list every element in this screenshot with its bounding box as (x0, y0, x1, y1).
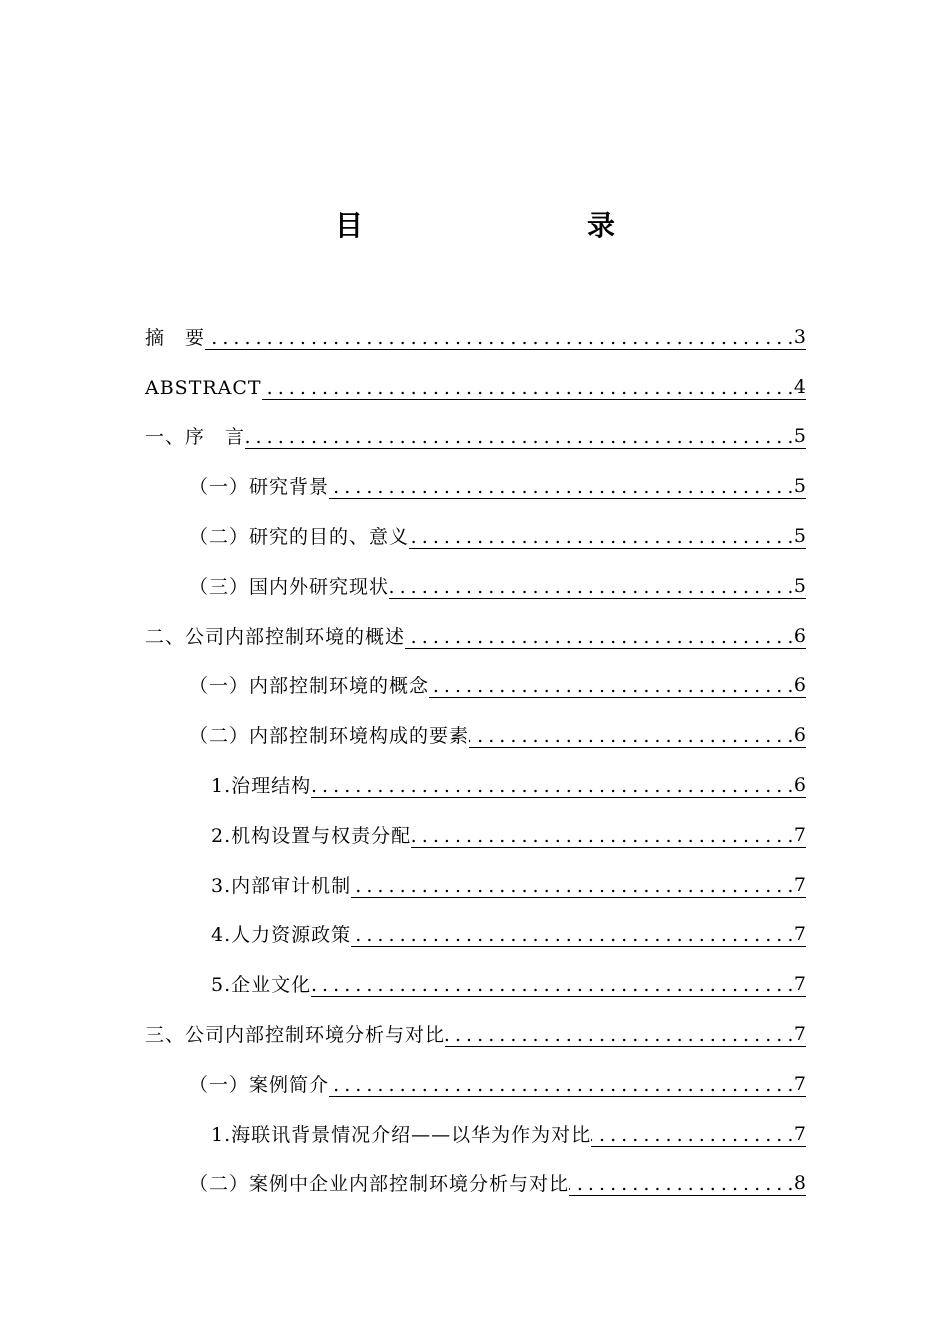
toc-entry[interactable] (145, 599, 806, 649)
toc-entry[interactable] (145, 1147, 806, 1197)
toc-entry-page: 6 (793, 674, 806, 697)
toc-entry[interactable] (145, 947, 806, 997)
toc-entry-page: 5 (793, 524, 806, 547)
toc-entry-page: 7 (793, 1022, 806, 1045)
dot-leader (205, 325, 793, 350)
dot-leader (409, 524, 793, 549)
toc-entry-label: （一）研究背景 (189, 476, 330, 499)
dot-leader (311, 972, 793, 997)
toc-entry-page: 6 (793, 624, 806, 647)
toc-entry-page: 6 (793, 724, 806, 747)
toc-entry[interactable] (145, 1097, 806, 1147)
page-title: 目 录 (334, 209, 671, 242)
toc-entry-label: （二）研究的目的、意义 (189, 525, 410, 548)
toc-entry-label: 1.治理结构 (211, 774, 312, 797)
toc-entry[interactable] (145, 400, 806, 450)
toc-entry[interactable] (145, 1047, 806, 1097)
toc-entry-label: 4.人力资源政策 (211, 924, 352, 947)
dot-leader (411, 823, 793, 848)
toc-entry[interactable] (145, 798, 806, 848)
toc-entry[interactable] (145, 649, 806, 699)
toc-entry-label: （二）内部控制环境构成的要素 (189, 725, 470, 748)
dot-leader (351, 873, 793, 898)
toc-entry[interactable] (145, 748, 806, 798)
toc-entry[interactable] (145, 350, 806, 400)
toc-entry-page: 7 (793, 923, 806, 946)
dot-leader (429, 673, 793, 698)
toc-entry-page: 7 (793, 1122, 806, 1145)
toc-entry-label: （三）国内外研究现状 (189, 575, 390, 598)
toc-entry-page: 8 (793, 1172, 806, 1195)
toc-entry-label: （一）案例简介 (189, 1073, 330, 1096)
toc-entry-page: 7 (793, 1072, 806, 1095)
dot-leader (469, 723, 793, 748)
dot-leader (569, 1171, 793, 1196)
toc-entry[interactable] (145, 300, 806, 350)
table-of-contents (145, 300, 806, 1196)
toc-entry-label: 二、公司内部控制环境的概述 (145, 625, 406, 648)
toc-entry-label: 1.海联讯背景情况介绍——以华为作为对比 (211, 1123, 592, 1146)
toc-entry-label: 一、序 言 (145, 426, 246, 449)
toc-entry[interactable] (145, 549, 806, 599)
toc-entry-label: 3.内部审计机制 (211, 874, 352, 897)
toc-entry-label: 5.企业文化 (211, 974, 312, 997)
toc-entry[interactable] (145, 449, 806, 499)
dot-leader (329, 1072, 793, 1097)
toc-entry-page: 6 (793, 773, 806, 796)
toc-entry-label: 三、公司内部控制环境分析与对比 (145, 1023, 446, 1046)
toc-entry[interactable] (145, 698, 806, 748)
toc-entry-label: 2.机构设置与权责分配 (211, 824, 412, 847)
toc-entry-label: （一）内部控制环境的概念 (189, 675, 430, 698)
dot-leader (405, 624, 793, 649)
dot-leader (329, 474, 793, 499)
toc-entry-page: 7 (793, 973, 806, 996)
dot-leader (262, 375, 793, 400)
toc-entry-label: ABSTRACT (145, 376, 262, 399)
toc-entry[interactable] (145, 499, 806, 549)
toc-entry-page: 3 (793, 325, 806, 348)
toc-entry-page: 7 (793, 873, 806, 896)
dot-leader (445, 1022, 793, 1047)
toc-entry-page: 5 (793, 574, 806, 597)
toc-entry-label: 摘 要 (145, 326, 206, 349)
toc-entry[interactable] (145, 997, 806, 1047)
dot-leader (389, 574, 793, 599)
toc-entry-page: 5 (793, 425, 806, 448)
toc-entry-page: 5 (793, 475, 806, 498)
dot-leader (245, 424, 793, 449)
dot-leader (311, 773, 793, 798)
toc-entry-page: 7 (793, 823, 806, 846)
dot-leader (591, 1122, 793, 1147)
toc-entry[interactable] (145, 848, 806, 898)
toc-entry-page: 4 (793, 375, 806, 398)
toc-entry-label: （二）案例中企业内部控制环境分析与对比 (189, 1173, 570, 1196)
dot-leader (351, 922, 793, 947)
toc-entry[interactable] (145, 898, 806, 948)
